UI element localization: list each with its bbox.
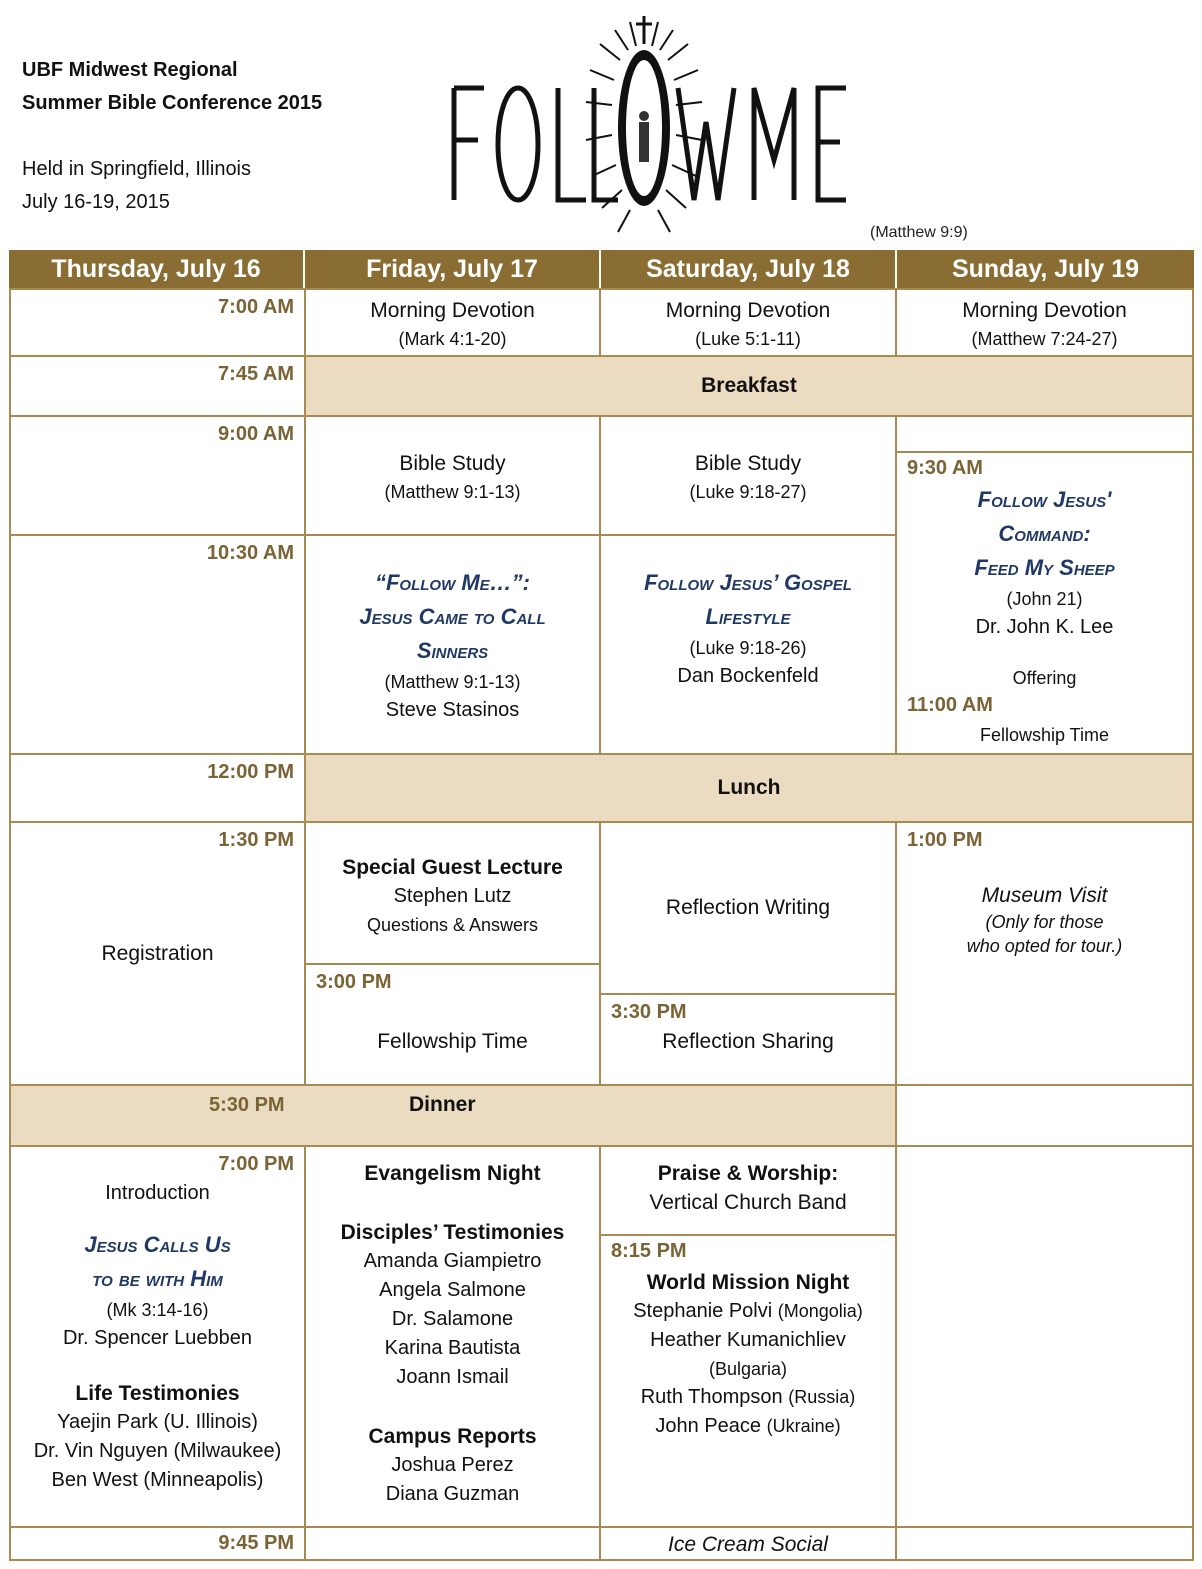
message-title: Jesus Calls Us — [84, 1232, 231, 1257]
list-item: Heather Kumanichliev — [650, 1329, 846, 1351]
bible-study-ref: (Luke 9:18-27) — [689, 482, 807, 502]
message-title: “Follow Me…”: — [374, 570, 531, 595]
lunch-cell — [304, 753, 1194, 823]
list-item: Stephanie Polvi (Mongolia) — [633, 1300, 863, 1322]
fri-945pm-cell — [304, 1526, 601, 1561]
sat-mission-cell — [599, 1234, 897, 1528]
fellowship-label: Fellowship Time — [979, 725, 1110, 745]
day-header-thursday: Thursday, July 16 — [9, 250, 305, 288]
sun-evening-cell — [895, 1145, 1194, 1528]
sat-devotion-cell — [599, 288, 897, 357]
ice-cream-label: Ice Cream Social — [668, 1533, 828, 1556]
sat-sharing-cell — [599, 993, 897, 1086]
intro-label: Introduction — [105, 1182, 210, 1204]
museum-label: Museum Visit — [981, 884, 1108, 907]
qa-label: Questions & Answers — [366, 915, 539, 935]
day-header-sunday: Sunday, July 19 — [897, 250, 1194, 288]
sat-bible-study-cell — [599, 415, 897, 536]
time-label: 8:15 PM — [611, 1240, 687, 1262]
museum-note: (Only for those — [985, 912, 1104, 932]
sun-900am-cell — [895, 415, 1194, 453]
thu-745am-cell — [9, 355, 306, 417]
offering-label: Offering — [1012, 668, 1077, 688]
sat-ice-cream-cell — [599, 1526, 897, 1561]
message-ref: (Mk 3:14-16) — [106, 1300, 209, 1320]
sun-945pm-cell — [895, 1526, 1194, 1561]
thu-1200pm-cell — [9, 753, 306, 823]
fri-evening-cell — [304, 1145, 601, 1528]
fri-bible-study-cell — [304, 415, 601, 536]
registration-label: Registration — [101, 942, 214, 965]
writing-label: Reflection Writing — [665, 896, 831, 919]
time-label: 3:00 PM — [316, 971, 392, 993]
list-item: Diana Guzman — [385, 1483, 520, 1505]
sun-devotion-cell — [895, 288, 1194, 357]
lecture-label: Special Guest Lecture — [342, 856, 563, 879]
fri-fellowship-cell — [304, 963, 601, 1086]
band-name: Vertical Church Band — [649, 1191, 847, 1214]
list-item: Angela Salmone — [379, 1279, 526, 1301]
devotion-label: Morning Devotion — [962, 299, 1127, 322]
list-item: Dr. Salamone — [391, 1308, 514, 1330]
day-header-saturday: Saturday, July 18 — [601, 250, 897, 288]
thu-registration-cell — [9, 821, 306, 1086]
header-block — [22, 54, 322, 219]
mission-heading: World Mission Night — [646, 1271, 850, 1294]
time-label: 3:30 PM — [611, 1001, 687, 1023]
message-speaker: Dr. John K. Lee — [975, 616, 1114, 638]
list-item: Yaejin Park (U. Illinois) — [57, 1411, 258, 1433]
breakfast-cell — [304, 355, 1194, 417]
devotion-label: Morning Devotion — [370, 299, 535, 322]
message-title: Follow Jesus' — [977, 487, 1112, 512]
time-label: 9:00 AM — [218, 423, 294, 445]
sat-writing-cell — [599, 821, 897, 995]
time-label: 10:30 AM — [206, 542, 294, 564]
time-label: 5:30 PM — [209, 1094, 285, 1116]
list-item: (Bulgaria) — [708, 1359, 788, 1379]
lunch-label: Lunch — [717, 776, 781, 799]
museum-note: who opted for tour.) — [966, 936, 1123, 956]
time-label: 1:00 PM — [907, 829, 983, 851]
devotion-ref: (Matthew 7:24-27) — [971, 329, 1118, 349]
message-title: to be with Him — [92, 1266, 223, 1291]
message-ref: (Luke 9:18-26) — [689, 638, 807, 658]
day-header-friday: Friday, July 17 — [305, 250, 601, 288]
devotion-ref: (Luke 5:1-11) — [695, 329, 801, 349]
sun-museum-cell — [895, 821, 1194, 1086]
disciples-heading: Disciples’ Testimonies — [340, 1221, 565, 1244]
sat-message-cell — [599, 534, 897, 755]
conference-name: Summer Bible Conference 2015 — [22, 92, 323, 114]
bible-study-label: Bible Study — [694, 452, 802, 475]
time-label: 7:45 AM — [218, 363, 294, 385]
list-item: Ben West (Minneapolis) — [51, 1469, 264, 1491]
message-ref: (Matthew 9:1-13) — [384, 672, 521, 692]
list-item: Ruth Thompson (Russia) — [640, 1386, 856, 1408]
devotion-ref: (Mark 4:1-20) — [398, 329, 507, 349]
message-title: Sinners — [416, 638, 489, 663]
logo-text: FOLLOW ME — [440, 10, 447, 11]
message-speaker: Dr. Spencer Luebben — [62, 1327, 253, 1349]
message-speaker: Steve Stasinos — [385, 699, 520, 721]
dinner-label: Dinner — [409, 1093, 476, 1116]
thu-900am-cell — [9, 415, 306, 536]
thu-945pm-cell — [9, 1526, 306, 1561]
time-label: 7:00 PM — [218, 1153, 294, 1175]
fellowship-label: Fellowship Time — [377, 1030, 528, 1053]
breakfast-label: Breakfast — [701, 374, 797, 397]
list-item: Joann Ismail — [396, 1366, 509, 1388]
location: Held in Springfield, Illinois — [22, 158, 252, 180]
sat-praise-cell — [599, 1145, 897, 1236]
bible-study-ref: (Matthew 9:1-13) — [384, 482, 521, 502]
message-ref: (John 21) — [1006, 589, 1083, 609]
message-title: Jesus Came to Call — [359, 604, 546, 629]
fri-message-cell — [304, 534, 601, 755]
message-speaker: Dan Bockenfeld — [677, 665, 819, 687]
thu-700am-cell — [9, 288, 306, 357]
list-item: Karina Bautista — [384, 1337, 521, 1359]
list-item: Joshua Perez — [391, 1454, 514, 1476]
sun-dinner-cell — [895, 1084, 1194, 1147]
campus-heading: Campus Reports — [368, 1425, 537, 1448]
thu-evening-cell — [9, 1145, 306, 1528]
follow-me-logo — [440, 10, 860, 246]
devotion-label: Morning Devotion — [665, 299, 831, 322]
dates: July 16-19, 2015 — [22, 191, 170, 213]
message-title: Command: — [998, 521, 1091, 546]
message-title: Lifestyle — [705, 604, 791, 629]
message-title: Feed My Sheep — [974, 555, 1115, 580]
evangelism-heading: Evangelism Night — [364, 1162, 541, 1185]
time-label: 9:30 AM — [907, 457, 983, 479]
sharing-label: Reflection Sharing — [662, 1030, 834, 1053]
time-label: 12:00 PM — [207, 761, 294, 783]
time-label: 7:00 AM — [218, 296, 294, 318]
dinner-cell — [9, 1084, 897, 1147]
time-label: 11:00 AM — [907, 694, 993, 716]
fri-devotion-cell — [304, 288, 601, 357]
life-testimonies-heading: Life Testimonies — [75, 1382, 240, 1405]
list-item: Dr. Vin Nguyen (Milwaukee) — [33, 1440, 282, 1462]
schedule-grid — [9, 250, 1194, 1561]
praise-heading: Praise & Worship: — [657, 1162, 839, 1185]
message-title: Follow Jesus’ Gospel — [644, 570, 852, 595]
thu-1030am-cell — [9, 534, 306, 755]
lecture-speaker: Stephen Lutz — [393, 885, 512, 907]
sun-message-cell — [895, 451, 1194, 755]
fri-lecture-cell — [304, 821, 601, 965]
org-name: UBF Midwest Regional — [22, 59, 238, 81]
bible-study-label: Bible Study — [399, 452, 506, 475]
time-label: 9:45 PM — [218, 1532, 294, 1554]
list-item: Amanda Giampietro — [363, 1250, 542, 1272]
verse-reference: (Matthew 9:9) — [870, 224, 968, 241]
list-item: John Peace (Ukraine) — [655, 1415, 841, 1437]
time-label: 1:30 PM — [218, 829, 294, 851]
